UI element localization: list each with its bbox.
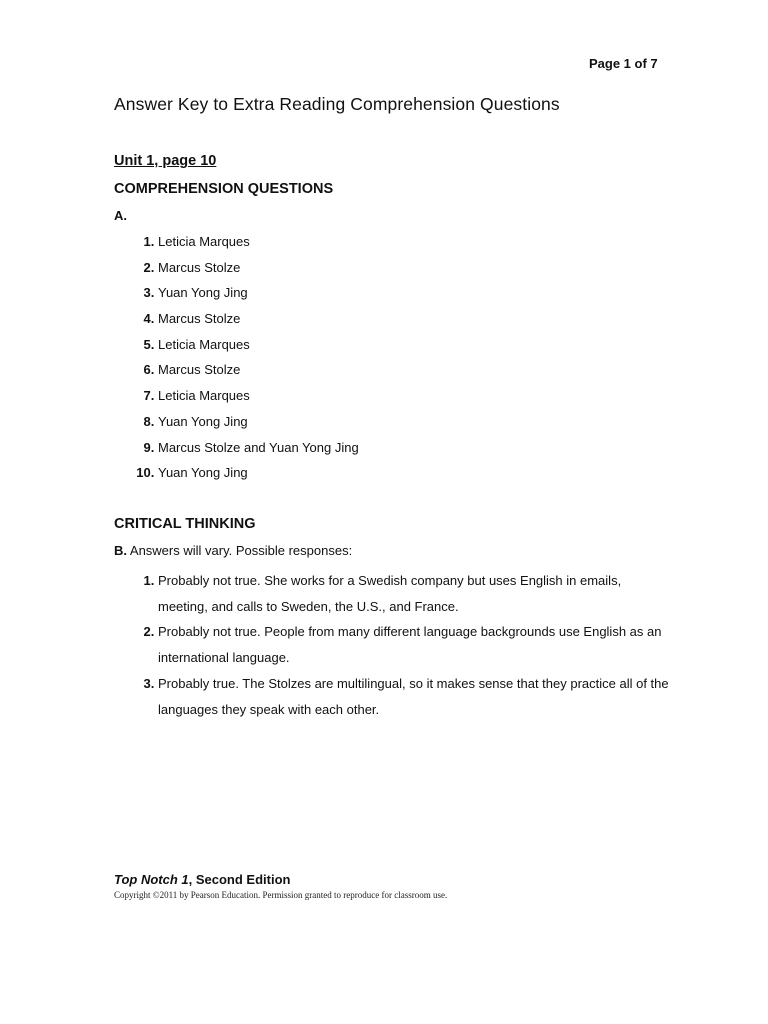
list-item <box>114 568 674 619</box>
answer-text: Marcus Stolze <box>158 311 241 327</box>
part-b-intro <box>114 543 352 558</box>
answer-text: Leticia Marques <box>158 336 250 352</box>
answer-text: Marcus Stolze <box>158 259 241 275</box>
answer-text: Marcus Stolze and Yuan Yong Jing <box>158 439 359 455</box>
answer-text: Probably not true. She works for a Swedish company but uses English in emails, meeting, and calls to Sweden, the U.S., and France. <box>158 573 622 614</box>
answer-number: 4. <box>143 311 155 327</box>
answer-number: 3. <box>143 675 155 691</box>
list-item <box>114 464 359 490</box>
list-item <box>114 619 674 670</box>
list-item <box>114 233 359 259</box>
answer-number: 6. <box>143 362 155 378</box>
answer-number: 1. <box>143 573 155 588</box>
critical-thinking-answer-list <box>114 568 674 722</box>
list-item <box>114 259 359 285</box>
answer-number: 10. <box>136 465 155 481</box>
answer-text: Yuan Yong Jing <box>158 465 248 481</box>
list-item <box>114 310 359 336</box>
comprehension-heading: COMPREHENSION QUESTIONS <box>114 181 334 197</box>
list-item <box>114 671 674 722</box>
answer-text: Leticia Marques <box>158 234 250 249</box>
answer-text: Yuan Yong Jing <box>158 413 248 429</box>
answer-text: Probably not true. People from many different language backgrounds use English as an international language. <box>158 624 662 666</box>
critical-thinking-heading: CRITICAL THINKING <box>114 516 256 532</box>
copyright-notice: Copyright ©2011 by Pearson Education. Permission granted to reproduce for classroom use. <box>114 890 448 900</box>
unit-heading: Unit 1, page 10 <box>114 153 217 169</box>
document-title: Answer Key to Extra Reading Comprehension Questions <box>114 94 560 114</box>
answer-text: Probably true. The Stolzes are multilingual, so it makes sense that they practice all of the languages they speak with each other. <box>158 675 669 717</box>
footer-book-title <box>114 872 290 887</box>
list-item <box>114 387 359 413</box>
list-item <box>114 439 359 465</box>
answer-number: 1. <box>143 234 155 249</box>
answer-text: Marcus Stolze <box>158 362 241 378</box>
list-item <box>114 284 359 310</box>
list-item <box>114 336 359 362</box>
part-a-label: A. <box>114 208 127 223</box>
book-title-edition: , Second Edition <box>188 872 291 887</box>
answer-number: 9. <box>143 439 155 455</box>
part-b-intro-text: Answers will vary. Possible responses: <box>127 543 353 558</box>
answer-number: 3. <box>143 285 155 301</box>
page-indicator: Page 1 of 7 <box>589 56 658 71</box>
comprehension-answer-list <box>114 233 359 490</box>
book-title-italic: Top Notch 1 <box>114 872 189 887</box>
answer-number: 2. <box>143 259 155 275</box>
answer-number: 8. <box>143 413 155 429</box>
answer-number: 5. <box>143 336 155 352</box>
answer-number: 7. <box>143 388 155 404</box>
list-item <box>114 361 359 387</box>
answer-number: 2. <box>143 624 155 640</box>
answer-text: Leticia Marques <box>158 388 250 404</box>
part-b-label: B. <box>114 543 127 558</box>
answer-text: Yuan Yong Jing <box>158 285 248 301</box>
list-item <box>114 413 359 439</box>
